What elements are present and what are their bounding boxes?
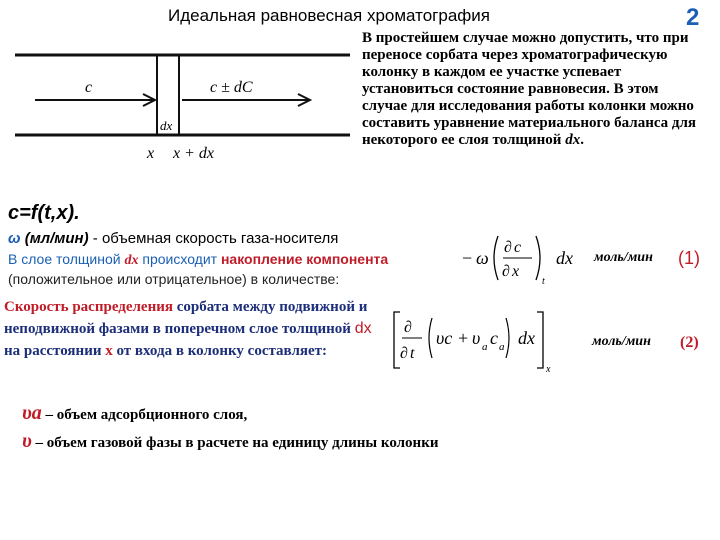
svg-text:dx: dx xyxy=(556,248,573,268)
svg-text:∂: ∂ xyxy=(504,239,512,256)
label-c: c xyxy=(85,79,93,96)
intro-paragraph: В простейшем случае можно допустить, что при переносе сорбата через хроматографическую колонку в каждом ее участке успевает установиться состояние равновесия. В этом случае для исследования работы колонки можно составить уравнение материального баланса для некоторого ее слоя толщиной dx. xyxy=(362,30,697,148)
svg-text:υc: υc xyxy=(436,328,453,348)
svg-text:+: + xyxy=(458,328,469,348)
omega-definition: ω (мл/мин) - объемная скорость газа-носителя xyxy=(8,230,339,247)
label-x: x xyxy=(147,145,155,162)
va-definition: υa – объем адсорбционного слоя, xyxy=(22,402,248,424)
svg-text:a: a xyxy=(482,341,488,353)
equation-2-number: (2) xyxy=(680,334,699,351)
label-x-plus-dx: x + dx xyxy=(173,145,214,162)
slide-title: Идеальная равновесная хроматография xyxy=(168,6,490,25)
label-c-plus-dc: c ± dC xyxy=(210,79,253,96)
svg-text:−: − xyxy=(462,248,473,268)
svg-text:t: t xyxy=(410,345,415,362)
svg-text:∂: ∂ xyxy=(400,345,408,362)
svg-text:∂: ∂ xyxy=(502,263,510,280)
concentration-function: c=f(t,x). xyxy=(8,202,80,224)
svg-text:c: c xyxy=(514,239,522,256)
equation-1 xyxy=(460,230,590,288)
equation-1-unit: моль/мин xyxy=(594,250,653,265)
equation-2 xyxy=(392,308,592,378)
svg-text:ω: ω xyxy=(476,248,489,268)
accumulation-text: В слое толщиной dx происходит накопление компонента (положительное или отрицательное) в количестве: xyxy=(8,251,389,287)
svg-text:∂: ∂ xyxy=(404,319,412,336)
svg-text:x: x xyxy=(546,364,551,375)
column-diagram xyxy=(10,40,355,170)
label-slab-dx: dx xyxy=(160,118,173,133)
svg-text:dx: dx xyxy=(518,328,535,348)
svg-text:c: c xyxy=(490,328,498,348)
svg-text:x: x xyxy=(512,263,520,280)
svg-text:a: a xyxy=(499,341,505,353)
equation-1-number: (1) xyxy=(678,248,700,268)
slide-number: 2 xyxy=(686,4,700,31)
equation-2-unit: моль/мин xyxy=(592,334,651,349)
rate-text: Скорость распределения сорбата между подвижной и неподвижной фазами в поперечном слое толщиной dx на расстоянии x от входа в колонку составляет: xyxy=(4,299,372,359)
svg-text:t: t xyxy=(542,276,545,287)
v-definition: υ – объем газовой фазы в расчете на единицу длины колонки xyxy=(22,430,439,452)
svg-text:υ: υ xyxy=(472,328,481,348)
